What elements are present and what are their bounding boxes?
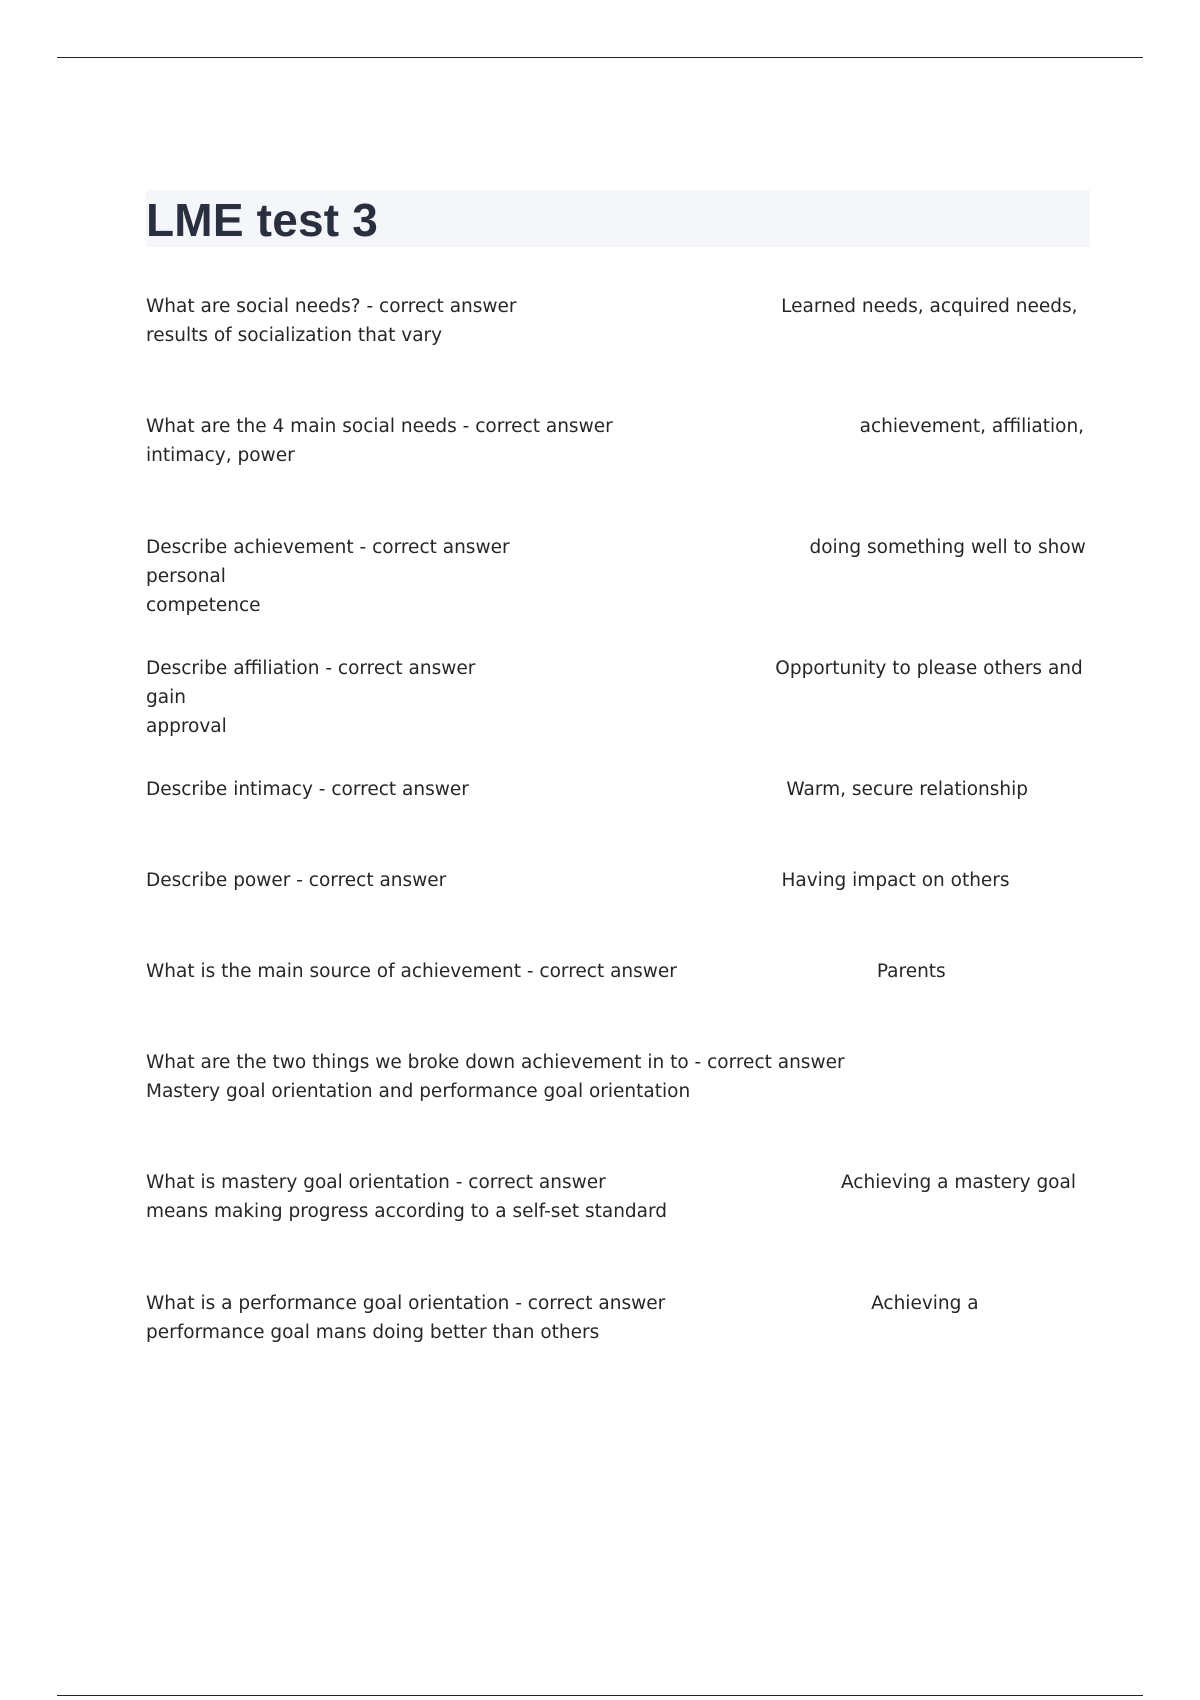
qa-item-9: What is mastery goal orientation - correct answer Achieving a mastery goal means making progress according to a self-set standard xyxy=(146,1172,1076,1222)
qa-item-10: What is a performance goal orientation - correct answer Achieving a performance goal mans doing better than others xyxy=(146,1293,979,1343)
document-title: LME test 3 xyxy=(146,194,379,246)
top-rule xyxy=(57,57,1143,58)
qa-item-2: What are the 4 main social needs - correct answer achievement, affiliation, intimacy, power xyxy=(146,416,1085,466)
qa-item-6: Describe power - correct answer Having impact on others xyxy=(146,870,1010,891)
qa-item-5: Describe intimacy - correct answer Warm, secure relationship xyxy=(146,779,1029,800)
qa-item-8: What are the two things we broke down achievement in to - correct answer Mastery goal orientation and performance goal orientation xyxy=(146,1052,845,1102)
qa-item-7: What is the main source of achievement - correct answer Parents xyxy=(146,961,946,982)
qa-item-4: Describe affiliation - correct answer Opportunity to please others and gain approval xyxy=(146,658,1083,737)
qa-item-3: Describe achievement - correct answer doing something well to show personal competence xyxy=(146,537,1086,616)
bottom-rule xyxy=(57,1695,1143,1696)
qa-item-1: What are social needs? - correct answer Learned needs, acquired needs, results of socialization that vary xyxy=(146,296,1078,346)
